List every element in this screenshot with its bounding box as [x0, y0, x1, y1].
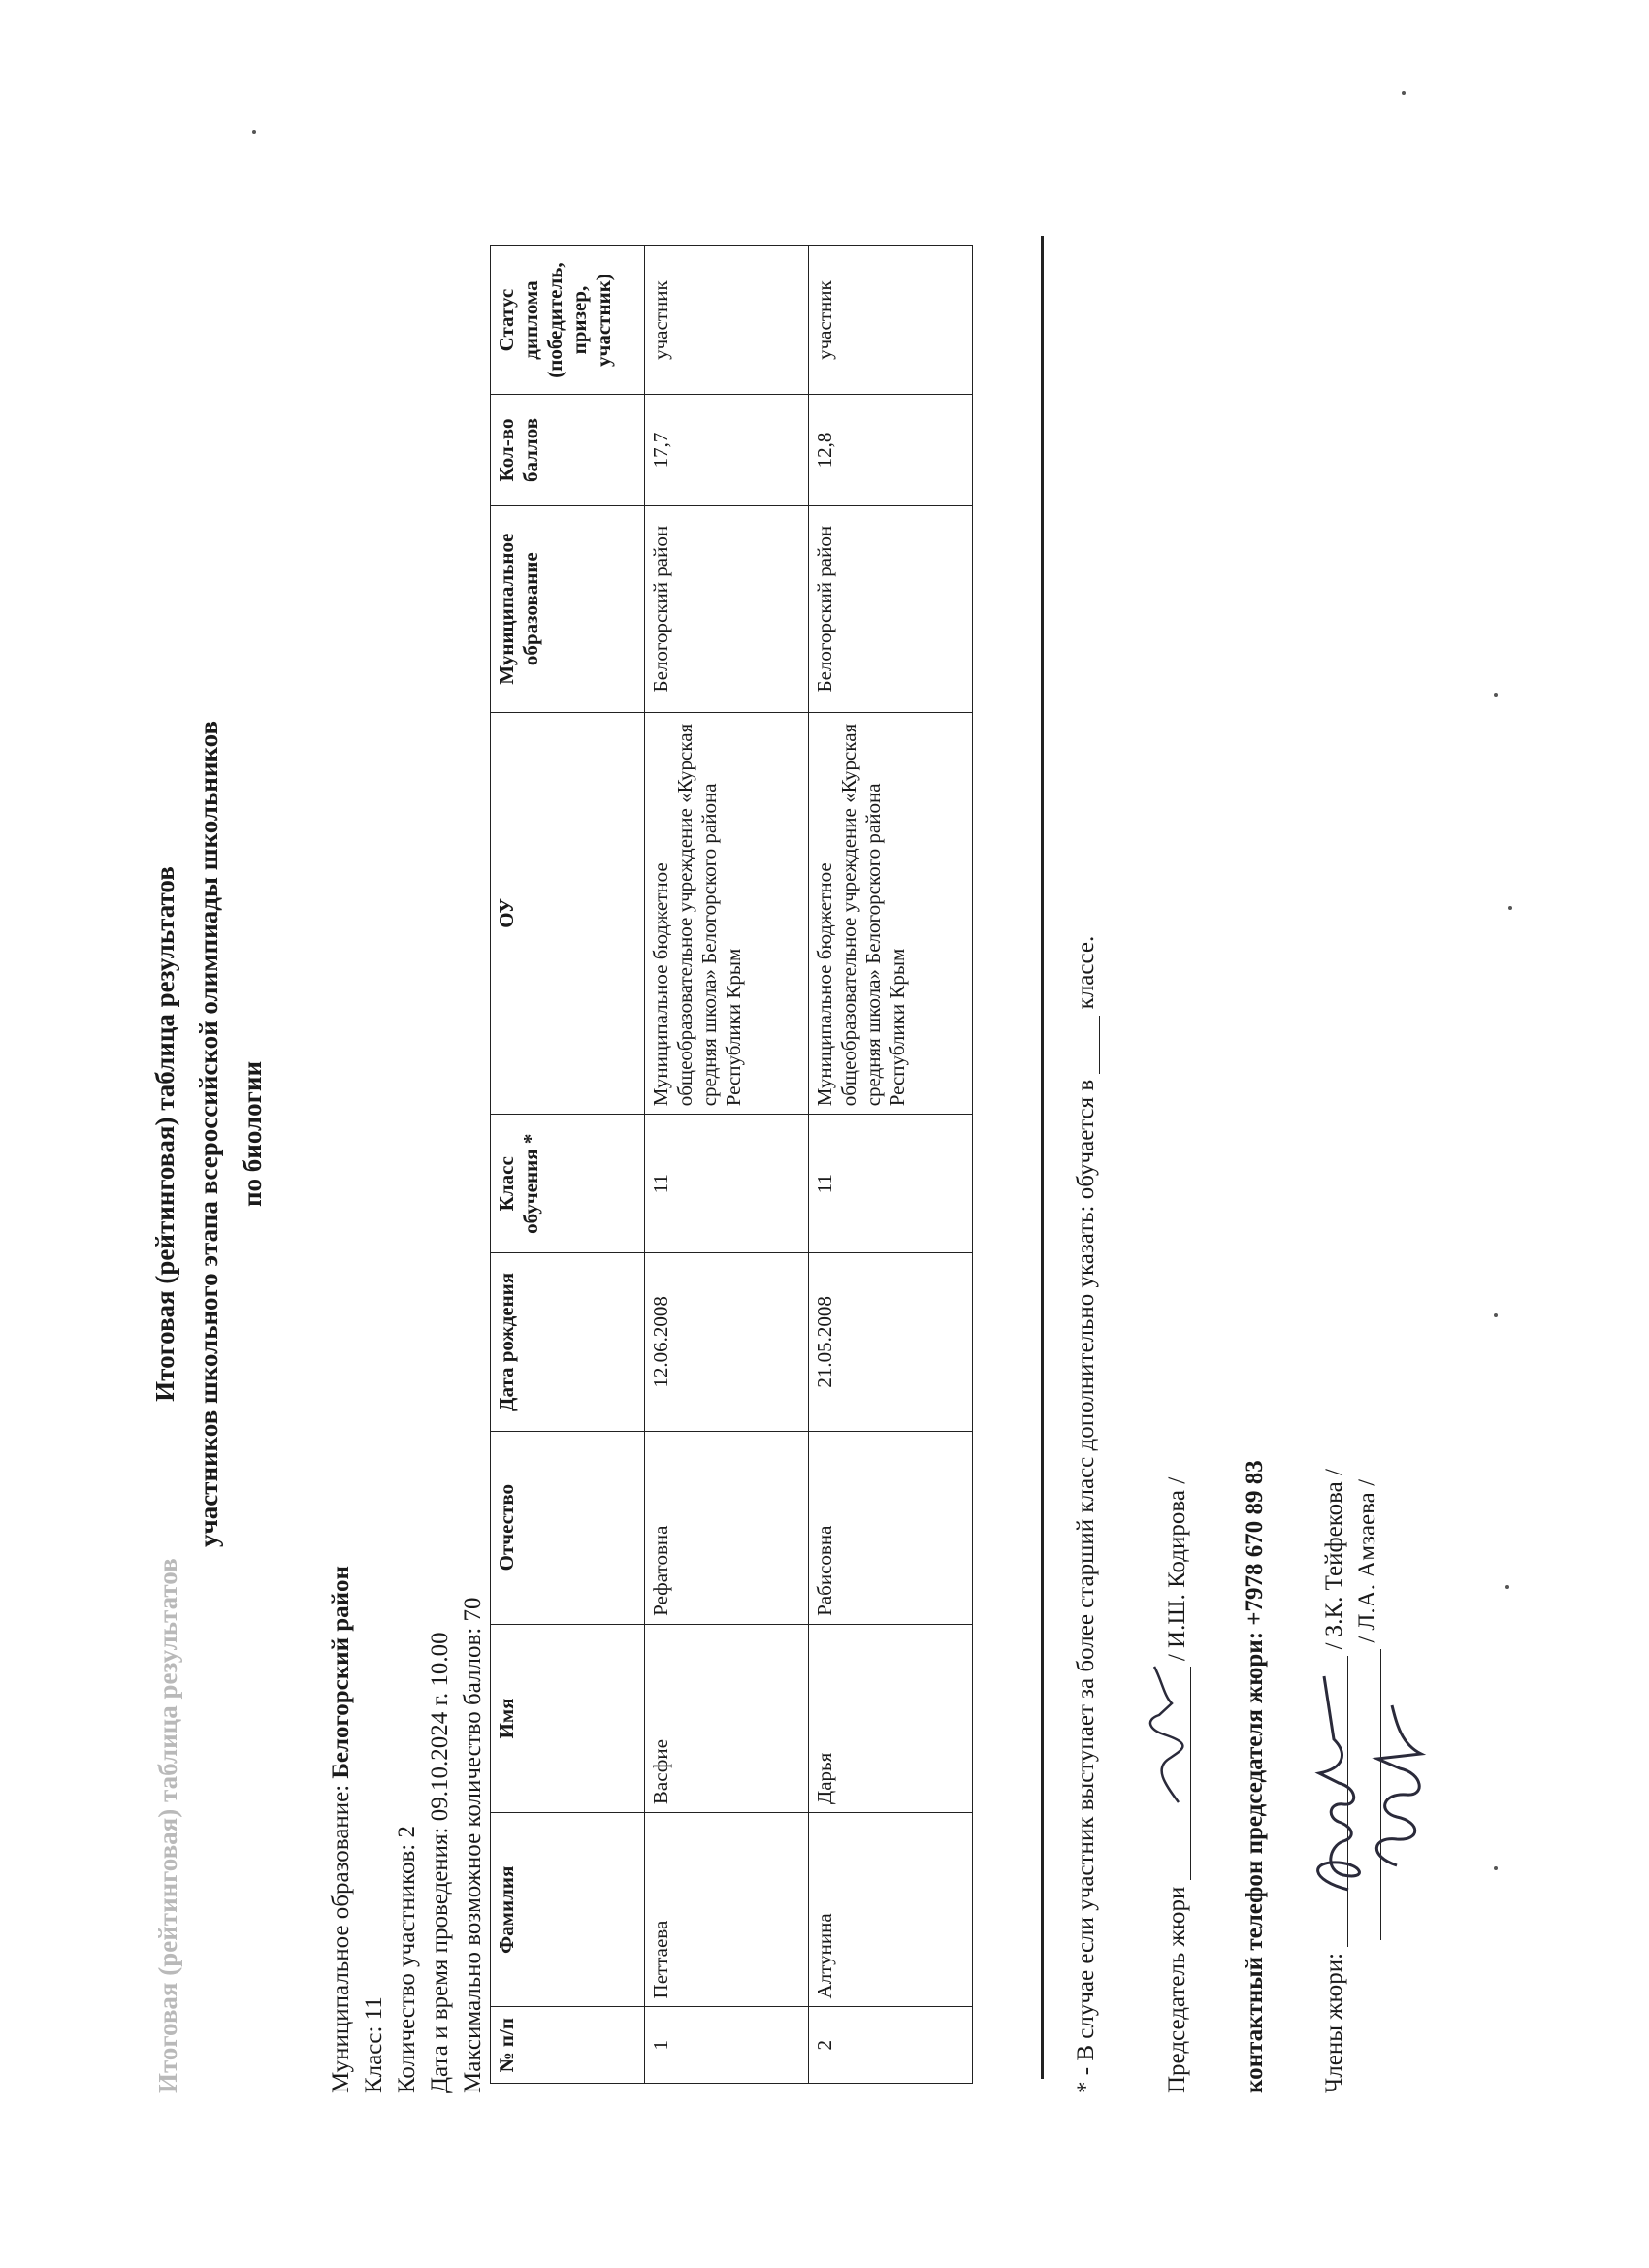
- datetime-line: Дата и время проведения: 09.10.2024 г. 10.00: [427, 1632, 453, 2093]
- member2-signature-image: [1353, 1686, 1440, 1880]
- participants-line: Количество участников: 2: [394, 1826, 420, 2093]
- scan-speck: [1494, 693, 1498, 697]
- cell-school: Муниципальное бюджетное общеобразовательное учреждение «Курская средняя школа» Белогорского района Республики Крым: [809, 712, 973, 1115]
- table-header-row: [491, 246, 645, 2084]
- cell-patronymic: Рабисовна: [809, 1431, 973, 1624]
- class-line: Класс: 11: [361, 1996, 387, 2093]
- header-class: Класс обучения *: [491, 1115, 645, 1253]
- header-school: ОУ: [491, 712, 645, 1115]
- member2-name: / Л.А. Амзаева /: [1354, 1479, 1380, 1643]
- municipality-value: Белогорский район: [328, 1566, 354, 1779]
- scan-speck: [1505, 1585, 1509, 1589]
- municipality-line: [328, 1566, 355, 2093]
- member1-name: / З.К. Тейфекова /: [1321, 1469, 1347, 1650]
- cell-birth-date: 21.05.2008: [809, 1253, 973, 1431]
- chair-name: / И.Ш. Кодирова /: [1164, 1476, 1190, 1662]
- header-last-name: Фамилия: [491, 1813, 645, 2007]
- title-line-1: Итоговая (рейтинговая) таблица результатов: [150, 866, 179, 1402]
- cell-municipality: Белогорский район: [809, 505, 973, 712]
- header-status: Статус диплома (победитель, призер, участник): [491, 246, 645, 395]
- cell-score: 17,7: [645, 395, 809, 506]
- ghost-title: Итоговая (рейтинговая) таблица результатов: [153, 1558, 182, 2093]
- cell-last-name: Петтаева: [645, 1813, 809, 2007]
- chair-label: Председатель жюри: [1164, 1886, 1190, 2093]
- header-birth-date: Дата рождения: [491, 1253, 645, 1431]
- results-table: [490, 245, 973, 2084]
- table-row: [645, 246, 809, 2084]
- title-line-3: по биологии: [238, 1060, 267, 1208]
- cell-status: участник: [809, 246, 973, 395]
- cell-class: 11: [809, 1115, 973, 1253]
- cell-first-name: Дарья: [809, 1624, 973, 1812]
- chair-signature-image: [1125, 1657, 1203, 1812]
- cell-school: Муниципальное бюджетное общеобразовательное учреждение «Курская средняя школа» Белогорского района Республики Крым: [645, 712, 809, 1115]
- cell-patronymic: Рефатовна: [645, 1431, 809, 1624]
- phone-value: +7978 670 89 83: [1242, 1460, 1268, 1626]
- header-patronymic: Отчество: [491, 1431, 645, 1624]
- scan-speck: [252, 130, 256, 134]
- scan-speck: [1494, 1866, 1498, 1870]
- scan-speck: [1508, 906, 1512, 910]
- max-score-line: Максимально возможное количество баллов: 70: [460, 1597, 486, 2093]
- cell-status: участник: [645, 246, 809, 395]
- class-blank-line: [1078, 1016, 1100, 1074]
- scan-speck: [1402, 91, 1406, 95]
- class-note-end: классе.: [1073, 935, 1099, 1010]
- header-municipality: Муниципальное образование: [491, 505, 645, 712]
- members-label: Члены жюри:: [1321, 1946, 1347, 2093]
- cell-score: 12,8: [809, 395, 973, 506]
- municipality-label: Муниципальное образование:: [328, 1778, 354, 2093]
- table-row: [809, 246, 973, 2084]
- header-score: Кол-во баллов: [491, 395, 645, 506]
- cell-municipality: Белогорский район: [645, 505, 809, 712]
- cell-num: 2: [809, 2007, 973, 2084]
- phone-line: [1242, 1460, 1269, 2093]
- header-num: № п/п: [491, 2007, 645, 2084]
- scan-speck: [1494, 1313, 1498, 1317]
- class-note: [1073, 936, 1100, 2093]
- separator-rule: [1041, 236, 1044, 2079]
- phone-label: контактный телефон председателя жюри:: [1242, 1625, 1268, 2093]
- cell-birth-date: 12.06.2008: [645, 1253, 809, 1431]
- cell-class: 11: [645, 1115, 809, 1253]
- cell-num: 1: [645, 2007, 809, 2084]
- title-line-2: участников школьного этапа всероссийской олимпиады школьников: [194, 720, 223, 1548]
- cell-first-name: Васфие: [645, 1624, 809, 1812]
- class-note-text: * - В случае если участник выступает за более старший класс дополнительно указать: обучается в: [1073, 1079, 1099, 2093]
- cell-last-name: Алтунина: [809, 1813, 973, 2007]
- header-first-name: Имя: [491, 1624, 645, 1812]
